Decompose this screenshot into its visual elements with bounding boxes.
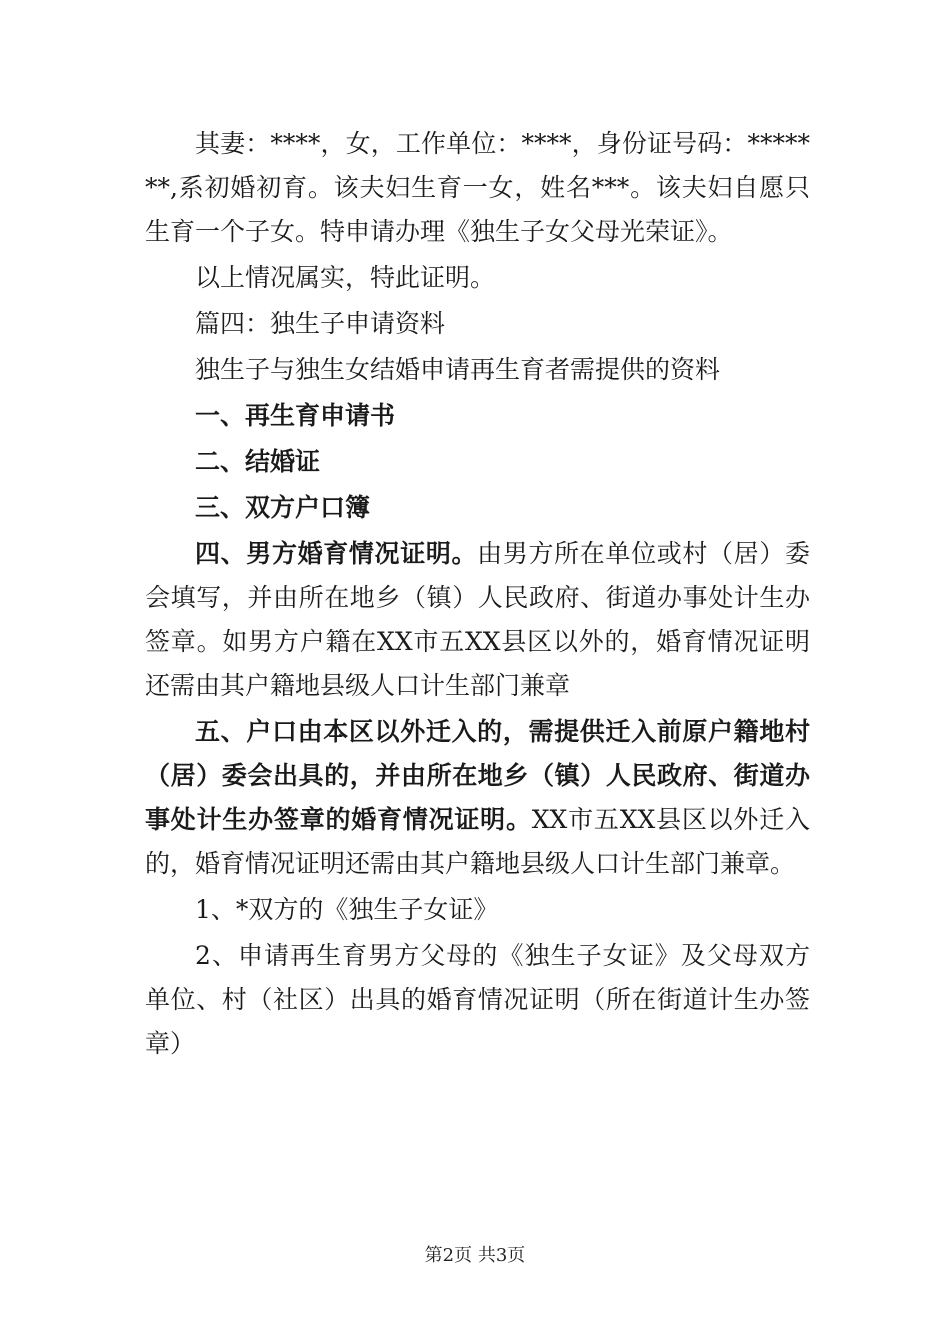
list-item-5-body: XX市五XX县区以外迁入的，婚育情况证明还需由其户籍地县级人口计生部门兼章。 xyxy=(145,805,810,878)
sub-item-1: 1、*双方的《独生子女证》 xyxy=(195,895,499,924)
list-item-1: 一、再生育申请书 xyxy=(195,401,396,430)
list-item-4 xyxy=(145,532,810,708)
document-body xyxy=(145,122,810,1066)
list-item-3: 三、双方户口簿 xyxy=(195,493,371,522)
list-item-5 xyxy=(145,710,810,886)
section-heading: 篇四：独生子申请资料 xyxy=(195,309,446,338)
list-item-4-heading: 四、男方婚育情况证明。 xyxy=(195,539,478,568)
sub-item-2: 2、申请再生育男方父母的《独生子女证》及父母双方单位、村（社区）出具的婚育情况证明（所在街道计生办签章） xyxy=(145,941,810,1058)
list-item-4-body: 由男方所在单位或村（居）委会填写，并由所在地乡（镇）人民政府、街道办事处计生办签章。如男方户籍在XX市五XX县区以外的，婚育情况证明还需由其户籍地县级人口计生部门兼章 xyxy=(145,539,810,700)
section-subtitle: 独生子与独生女结婚申请再生育者需提供的资料 xyxy=(195,355,721,384)
list-item-5-heading: 五、户口由本区以外迁入的，需提供迁入前原户籍地村（居）委会出具的，并由所在地乡（镇）人民政府、街道办事处计生办签章的婚育情况证明。 xyxy=(145,717,810,834)
page-footer: 第2页 共3页 xyxy=(424,1245,526,1266)
paragraph-certification: 以上情况属实，特此证明。 xyxy=(195,263,496,292)
list-item-2: 二、结婚证 xyxy=(195,447,321,476)
paragraph-spouse-info: 其妻：****，女，工作单位：****，身份证号码：*******,系初婚初育。该夫妇生育一女，姓名***。该夫妇自愿只生育一个子女。特申请办理《独生子女父母光荣证》。 xyxy=(145,129,810,246)
